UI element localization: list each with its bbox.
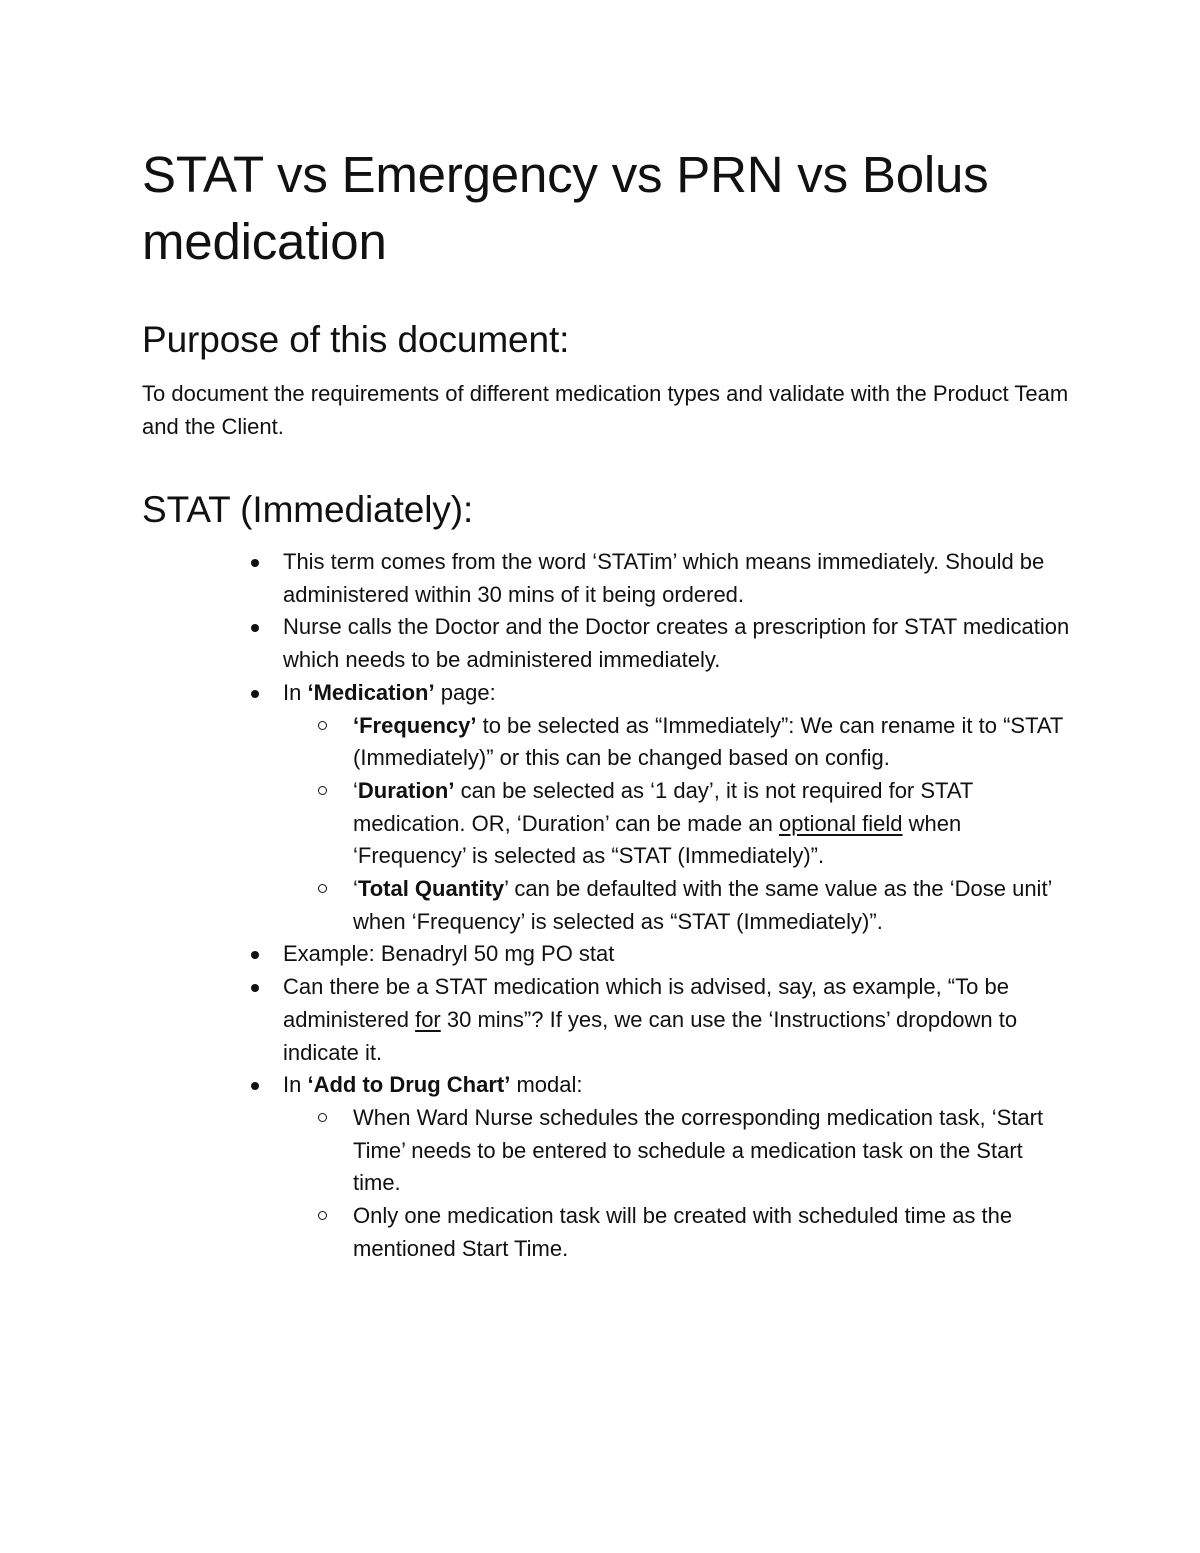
bullet-dot-icon: [251, 984, 259, 992]
drug-chart-sublist: [283, 1102, 1073, 1266]
frequency-label: ‘Frequency’: [353, 712, 477, 738]
list-item: [0, 938, 1073, 971]
single-task-text: Only one medication task will be created with scheduled time as the mentioned Start Time.: [353, 1203, 1013, 1261]
bullet-dot-icon: [251, 559, 259, 567]
list-item: [0, 677, 1073, 939]
sub-list-item: [0, 873, 1073, 938]
duration-label: Duration’: [357, 777, 455, 803]
duration-text: can be selected as ‘1 day’, it is not required for STAT medication. OR, ‘Duration’ can be made an: [353, 777, 973, 836]
medication-page-prefix: In: [283, 679, 308, 705]
stat-heading: STAT (Immediately):: [142, 489, 474, 530]
bullet-circle-icon: [318, 884, 327, 893]
duration-quote: ‘: [353, 777, 358, 803]
list-item: [0, 1069, 1073, 1265]
list-item: [0, 971, 1073, 1069]
purpose-paragraph: To document the requirements of different medication types and validate with the Product Team and the Client.: [142, 381, 1069, 439]
bullet-circle-icon: [318, 1211, 327, 1220]
doctor-prescription-text: Nurse calls the Doctor and the Doctor creates a prescription for STAT medication which needs to be administered immediately.: [283, 614, 1070, 673]
bullet-dot-icon: [251, 951, 259, 959]
sub-list-item: [0, 710, 1073, 775]
bullet-dot-icon: [251, 1082, 259, 1090]
advised-question-text: Can there be a STAT medication which is advised, say, as example, “To be administered: [283, 974, 1009, 1032]
duration-text-end: when ‘Frequency’ is selected as “STAT (Immediately)”.: [353, 810, 962, 869]
drug-chart-suffix: modal:: [510, 1072, 583, 1098]
total-quantity-quote: ‘: [353, 876, 358, 902]
document-title: STAT vs Emergency vs PRN vs Bolus medication: [142, 146, 989, 270]
frequency-text: to be selected as “Immediately”: We can rename it to “STAT (Immediately)” or this can be changed based on config.: [353, 712, 1063, 771]
medication-page-suffix: page:: [434, 679, 496, 705]
list-item: [0, 546, 1073, 611]
sub-list-item: [0, 1200, 1073, 1265]
sub-list-item: [0, 1102, 1073, 1200]
drug-chart-prefix: In: [283, 1072, 308, 1098]
bullet-circle-icon: [318, 786, 327, 795]
drug-chart-label: ‘Add to Drug Chart’: [307, 1072, 511, 1098]
stat-origin-text: This term comes from the word ‘STATim’ which means immediately. Should be administered within 30 mins of it being ordered.: [283, 549, 1045, 607]
for-underlined-text: for: [415, 1006, 441, 1032]
purpose-heading: Purpose of this document:: [142, 319, 570, 360]
medication-page-sublist: [283, 710, 1073, 939]
example-text: Example: Benadryl 50 mg PO stat: [283, 941, 615, 967]
bullet-circle-icon: [318, 1113, 327, 1122]
bullet-circle-icon: [318, 721, 327, 730]
advised-question-text-end: 30 mins”? If yes, we can use the ‘Instructions’ dropdown to indicate it.: [283, 1006, 1018, 1065]
schedule-task-text: When Ward Nurse schedules the corresponding medication task, ‘Start Time’ needs to be entered to schedule a medication task on the Start time.: [353, 1104, 1044, 1196]
bullet-dot-icon: [251, 624, 259, 632]
total-quantity-text: ’ can be defaulted with the same value as the ‘Dose unit’ when ‘Frequency’ is selected as “STAT (Immediately)”.: [353, 876, 1052, 934]
total-quantity-label: Total Quantity: [357, 876, 505, 902]
optional-field-text: optional field: [778, 810, 903, 836]
sub-list-item: [0, 775, 1073, 873]
list-item: [0, 611, 1073, 676]
bullet-dot-icon: [251, 690, 259, 698]
stat-bullet-list: [0, 546, 1200, 1265]
medication-page-label: ‘Medication’: [307, 679, 435, 705]
